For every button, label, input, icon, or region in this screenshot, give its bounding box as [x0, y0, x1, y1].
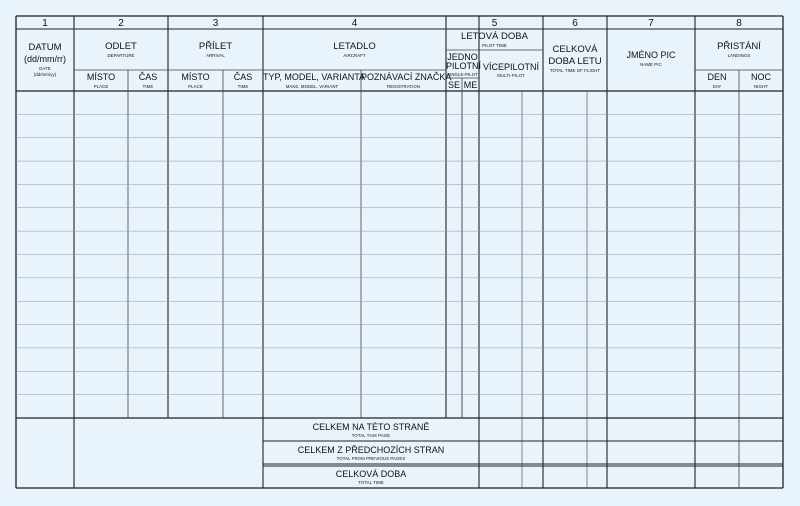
aircraft-header: LETADLO	[333, 41, 376, 52]
aircraft-type-header: TYP, MODEL, VARIANTA	[263, 72, 366, 82]
landings-day-subtitle: DAY	[712, 84, 722, 89]
aircraft-subtitle: AIRCRAFT	[343, 53, 366, 58]
single-pilot-subtitle: SINGLE-PILOT	[447, 72, 478, 77]
pilot-time-header: LETOVÁ DOBA	[461, 31, 528, 42]
single-pilot-header: JEDNO	[447, 52, 478, 62]
col8-number: 8	[736, 18, 742, 29]
col2-number: 2	[118, 18, 124, 29]
arrival-place-subtitle: PLACE	[188, 84, 203, 89]
date-subtitle: DATE	[39, 66, 51, 71]
col3-number: 3	[212, 18, 219, 29]
multi-pilot-subtitle: MULTI-PILOT	[497, 73, 525, 78]
departure-subtitle: DEPARTURE	[107, 53, 135, 58]
date-header: DATUM	[28, 42, 62, 53]
col7-number: 7	[648, 18, 654, 29]
landings-day-header: DEN	[707, 72, 727, 82]
total-time-label: CELKOVÁ DOBA	[335, 469, 407, 479]
arrival-time-header: ČAS	[233, 72, 253, 82]
col1-number: 1	[42, 18, 48, 29]
single-pilot-header-2: PILOTNÍ	[446, 61, 482, 71]
arrival-header: PŘÍLET	[198, 41, 233, 52]
landings-subtitle: LANDINGS	[727, 53, 751, 58]
total-this-page-label: CELKEM NA TÉTO STRANĚ	[312, 422, 430, 432]
pic-name-subtitle: NAME PIC	[640, 62, 662, 67]
total-previous-pages-label: CELKEM Z PŘEDCHOZÍCH STRAN	[297, 445, 445, 455]
pic-name-header: JMÉNO PIC	[626, 50, 676, 60]
landings-header: PŘISTÁNÍ	[717, 41, 761, 52]
arrival-time-subtitle: TIME	[237, 84, 249, 89]
total-time-subtitle: TOTAL TIME	[358, 480, 384, 485]
departure-place-header: MÍSTO	[86, 72, 116, 82]
total-previous-pages-subtitle: TOTAL FROM PREVIOUS PAGES	[336, 456, 406, 461]
total-this-page-subtitle: TOTAL THIS PAGE	[351, 433, 391, 438]
date-format: (dd/mm/rr)	[24, 54, 66, 64]
total-flight-time-header: CELKOVÁ	[552, 44, 598, 55]
landings-night-header: NOC	[751, 72, 771, 82]
departure-place-subtitle: PLACE	[93, 84, 109, 89]
single-engine-header: SE	[447, 80, 460, 90]
aircraft-registration-subtitle: REGISTRATION	[386, 84, 421, 89]
total-flight-time-header-2: DOBA LETU	[548, 56, 602, 67]
aircraft-type-subtitle: MAKE, MODEL, VARIANT	[285, 84, 339, 89]
multi-engine-header: ME	[463, 80, 478, 90]
aircraft-registration-header: POZNÁVACÍ ZNAČKA	[361, 72, 452, 82]
col4-number: 4	[351, 18, 358, 29]
pilot-time-subtitle: PILOT TIME	[482, 43, 507, 48]
multi-pilot-header: VÍCEPILOTNÍ	[482, 62, 539, 72]
col6-number: 6	[572, 18, 578, 29]
col5-number: 5	[491, 18, 498, 29]
departure-header: ODLET	[105, 41, 137, 52]
departure-time-header: ČAS	[138, 72, 158, 82]
arrival-subtitle: ARRIVAL	[206, 53, 225, 58]
arrival-place-header: MÍSTO	[181, 72, 210, 82]
landings-night-subtitle: NIGHT	[754, 84, 768, 89]
date-format-subtitle: (dd/mm/yy)	[33, 72, 57, 77]
total-flight-time-subtitle: TOTAL TIME OF FLIGHT	[549, 68, 601, 73]
departure-time-subtitle: TIME	[142, 84, 154, 89]
